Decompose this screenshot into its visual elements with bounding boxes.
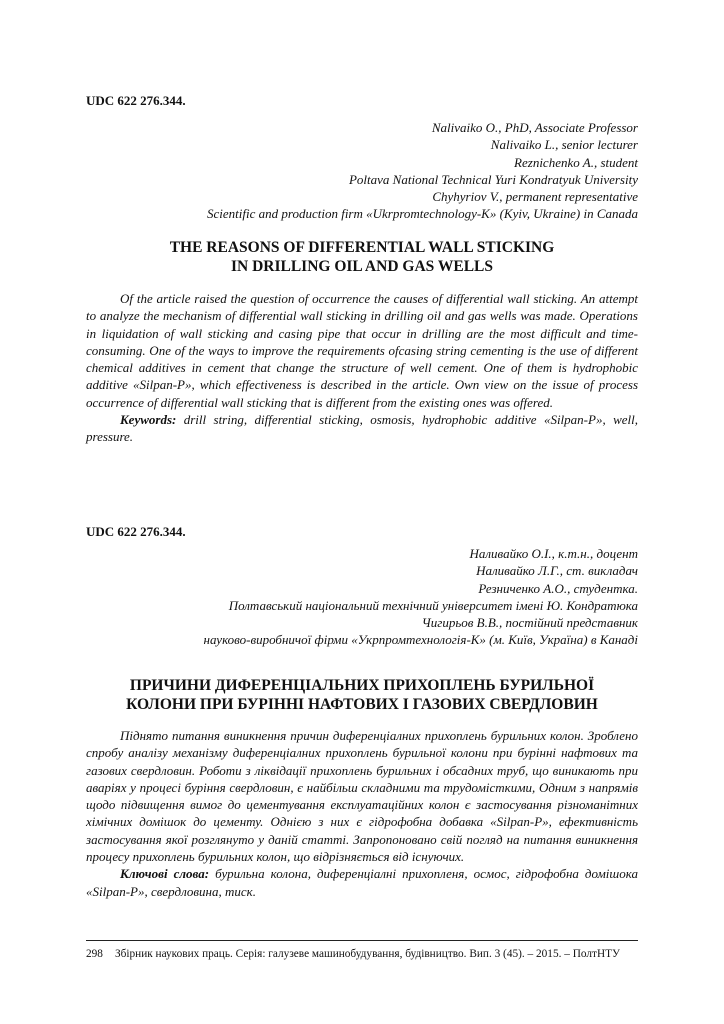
keywords-label: Ключові слова: — [120, 866, 210, 882]
author-line: Наливайко Л.Г., ст. викладач — [476, 563, 638, 579]
article-title-en — [86, 238, 638, 276]
author-block-ua — [204, 545, 638, 649]
author-line: Наливайко О.І., к.т.н., доцент — [469, 546, 638, 561]
footer-divider — [86, 940, 638, 941]
article-title-ua — [86, 676, 638, 714]
udc-code: UDC 622 276.344. — [86, 93, 186, 108]
keywords-text: бурильна колона, диференціалні прихопленя, осмос, гідрофобна домішока «Silpan-P», свердловина, тиск. — [86, 866, 638, 899]
page-number: 298 — [86, 948, 103, 960]
abstract-en — [86, 290, 638, 446]
title-line: КОЛОНИ ПРИ БУРІННІ НАФТОВИХ І ГАЗОВИХ СВЕРДЛОВИН — [126, 696, 598, 713]
keywords-line — [86, 411, 638, 446]
page-footer — [86, 948, 638, 960]
author-line: Чигирьов В.В., постійний представник — [421, 615, 638, 631]
author-line: Nalivaiko L., senior lecturer — [490, 137, 638, 153]
author-line: Reznichenko A., student — [514, 154, 638, 170]
keywords-text: drill string, differential sticking, osmosis, hydrophobic additive «Silpan-P», well, pressure. — [86, 412, 638, 445]
journal-citation: Збірник наукових праць. Серія: галузеве машинобудування, будівництво. Вип. 3 (45). – 2015. – ПолтНТУ — [114, 948, 621, 960]
title-line: ПРИЧИНИ ДИФЕРЕНЦІАЛЬНИХ ПРИХОПЛЕНЬ БУРИЛЬНОЇ — [129, 677, 595, 694]
author-block-en — [207, 119, 638, 223]
udc-code: UDC 622 276.344. — [86, 524, 186, 539]
abstract-text: Піднято питання виникнення причин диференціалних прихоплень бурильних колон. Зроблено спробу аналізу механізму диференціалних прихоплень бурильної колони при бурінні нафтових та газових свердловин. Роботи з ліквідації прихоплень бурильних і обсадних труб, що виникають при аваріях у процесі буріння свердловин, є найбільш складними та трудомісткими, Одним з напрямів щодо підвищення вимог до цементування експлуатаційних колон є застосування різноманітних хімічних домішок до цементу. Однією з них є гідрофобна добавка «Silpan-P», ефективність застосування якої розглянуто у даній статті. Запропоновано свій погляд на питання виникнення процесу прихоплень бурильних колон, що відрізняється від існуючих. — [86, 728, 638, 865]
affiliation-line: науково-виробничої фірми «Укрпромтехнологія-К» (м. Київ, Україна) в Канаді — [203, 632, 638, 648]
author-line: Chyhyriov V., permanent representative — [432, 189, 638, 205]
title-line: IN DRILLING OIL AND GAS WELLS — [230, 258, 493, 275]
title-line: THE REASONS OF DIFFERENTIAL WALL STICKING — [169, 239, 555, 256]
abstract-ua — [86, 727, 638, 900]
abstract-text: Of the article raised the question of occurrence the causes of differential wall sticking. An attempt to analyze the mechanism of differential wall sticking in drilling oil and gas wells was made. Operations in liquidation of wall sticking and casing pipe that occur in drilling are the most difficult and time-consuming. One of the ways to improve the requirements ofcasing string cementing is the use of different chemical additives in cement that change the structure of well cement. One of them is hydrophobic additive «Silpan-P», which effectiveness is described in the article. Own view on the issue of process occurrence of differential wall sticking that is different from the existing ones was offered. — [86, 291, 638, 410]
author-line: Резниченко А.О., студентка. — [478, 580, 638, 596]
keywords-label: Keywords: — [120, 412, 177, 428]
affiliation-line: Poltava National Technical Yuri Kondratyuk University — [348, 171, 638, 187]
author-line: Nalivaiko O., PhD, Associate Professor — [431, 120, 638, 135]
affiliation-line: Scientific and production firm «Ukrpromtechnology-K» (Kyiv, Ukraine) in Canada — [207, 206, 638, 222]
keywords-line — [86, 865, 638, 900]
affiliation-line: Полтавський національний технічний університет імені Ю. Кондратюка — [228, 597, 638, 613]
